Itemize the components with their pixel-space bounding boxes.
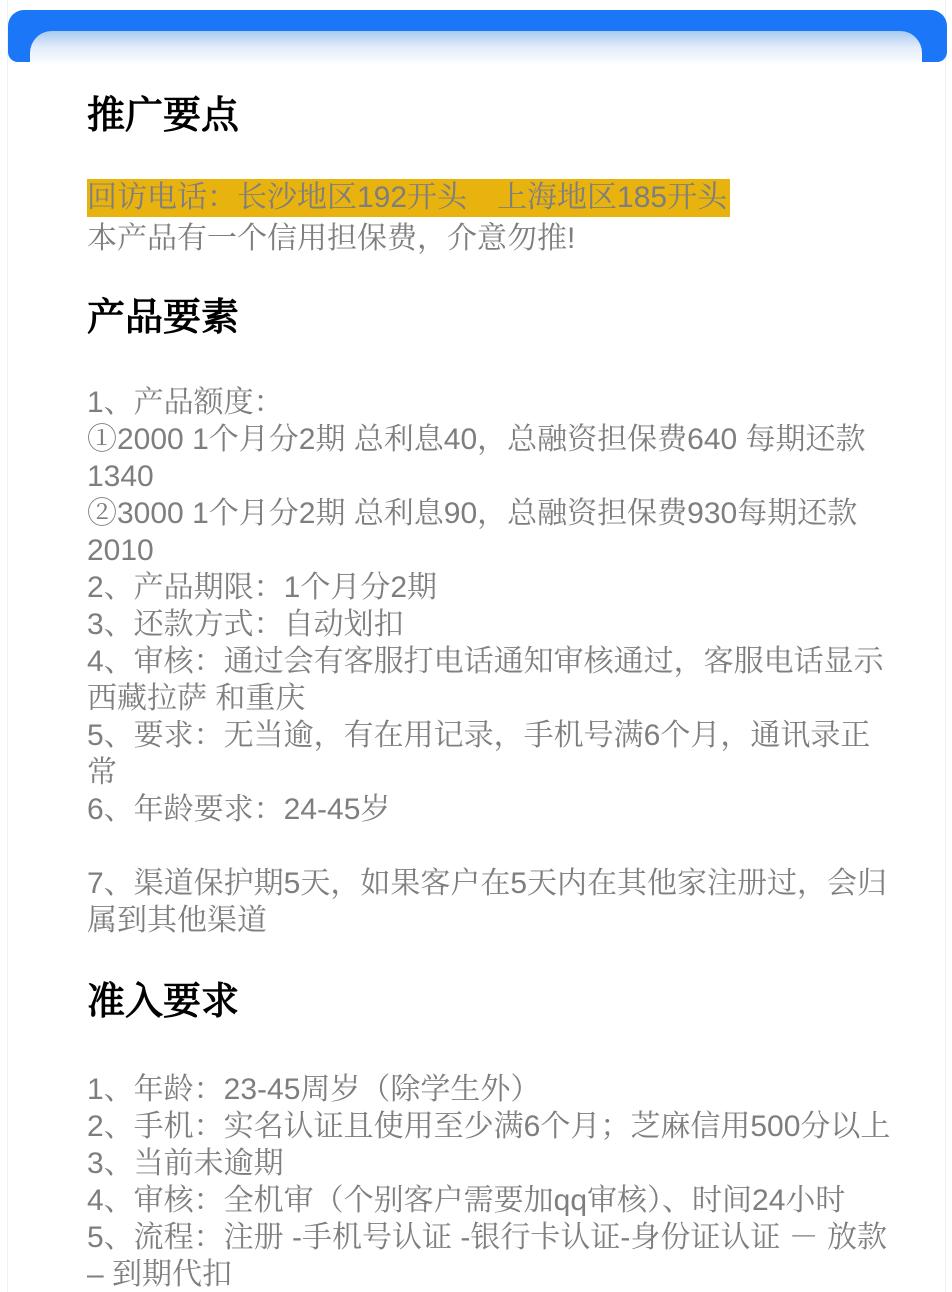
entry-requirements-paragraph (87, 1071, 890, 1292)
text-line: 7、渠道保护期5天，如果客户在5天内在其他家注册过，会归 (87, 867, 888, 900)
text-line: 1、年龄：23-45周岁（除学生外） (87, 1073, 541, 1106)
notice-line: 本产品有一个信用担保费，介意勿推! (87, 222, 576, 255)
page-left-edge (7, 0, 8, 1292)
text-line: 2、产品期限：1个月分2期 (87, 571, 438, 604)
text-line: 4、审核：通过会有客服打电话通知审核通过，客服电话显示 (87, 645, 884, 678)
text-line: 2010 (87, 534, 154, 567)
text-line: 5、流程：注册 -手机号认证 -银行卡认证-身份证认证 － 放款 (87, 1221, 887, 1254)
content-card (30, 31, 922, 1292)
section-heading-promotion: 推广要点 (87, 95, 240, 137)
text-line: 5、要求：无当逾，有在用记录，手机号满6个月，通讯录正 (87, 719, 871, 752)
text-line: 4、审核：全机审（个别客户需要加qq审核）、时间24小时 (87, 1184, 846, 1217)
product-details-paragraph (87, 384, 887, 939)
section-heading-entry: 准入要求 (87, 981, 240, 1023)
page-right-edge (945, 0, 946, 1292)
text-line: 3、还款方式：自动划扣 (87, 608, 404, 641)
text-line: 6、年龄要求：24-45岁 (87, 793, 391, 826)
text-line: 3、当前未逾期 (87, 1147, 284, 1180)
text-line: 西藏拉萨 和重庆 (87, 682, 306, 715)
section-heading-product: 产品要素 (87, 297, 240, 339)
text-line (87, 828, 887, 865)
callback-phone-highlight: 回访电话：长沙地区192开头 上海地区185开头 (87, 179, 730, 217)
highlight-line-wrap (87, 179, 730, 217)
text-line: – 到期代扣 (87, 1258, 233, 1291)
text-line: 常 (87, 756, 117, 789)
text-line: 1340 (87, 460, 154, 493)
text-line: 属到其他渠道 (87, 904, 267, 937)
text-line: 1、产品额度： (87, 386, 284, 419)
text-line: 2、手机：实名认证且使用至少满6个月；芝麻信用500分以上 (87, 1110, 891, 1143)
text-line: ②3000 1个月分2期 总利息90，总融资担保费930每期还款 (87, 497, 858, 530)
text-line: ①2000 1个月分2期 总利息40，总融资担保费640 每期还款 (87, 423, 866, 456)
